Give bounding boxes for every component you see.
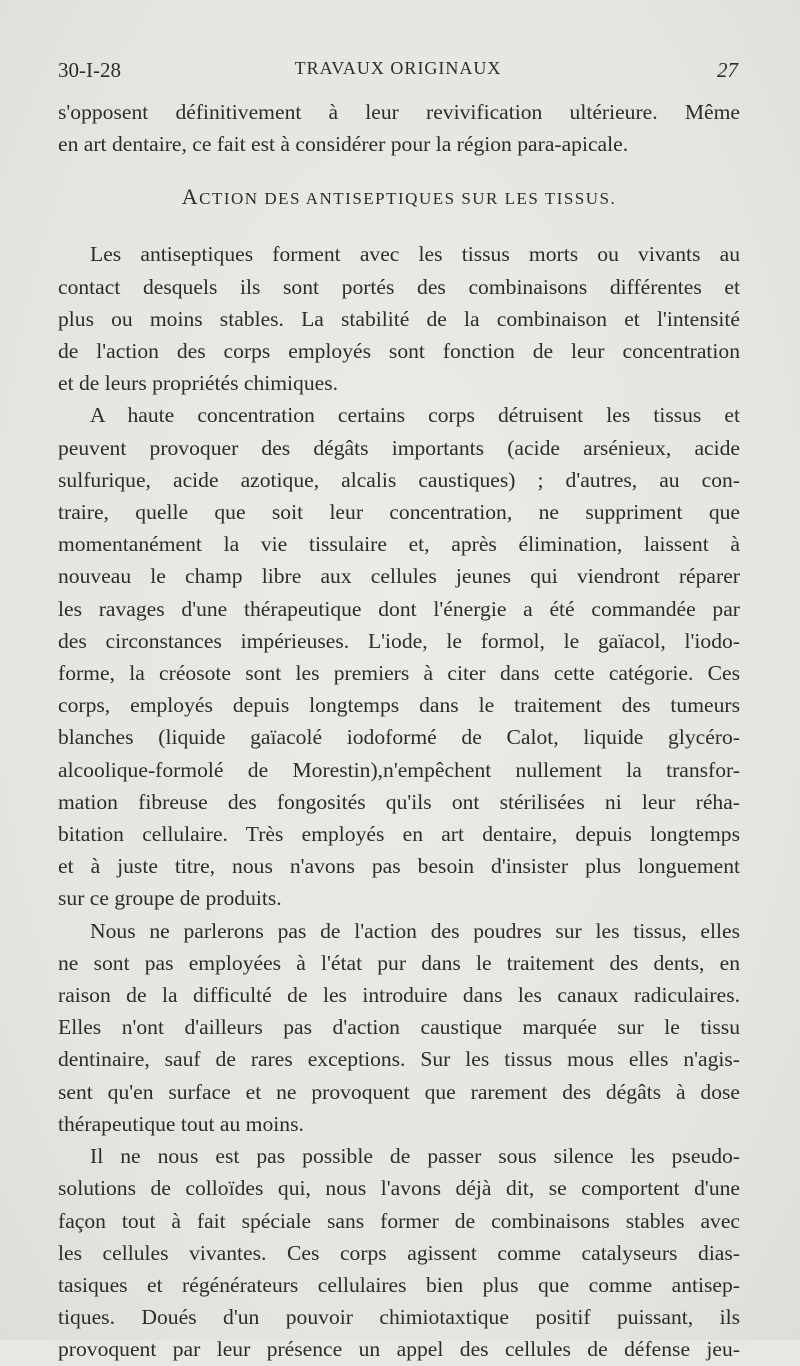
text-line: tiques. Doués d'un pouvoir chimiotaxtique positif puissant, ils bbox=[58, 1305, 740, 1330]
paragraph-haute-concentration bbox=[58, 399, 740, 914]
text-line: bitation cellulaire. Très employés en art dentaire, depuis longtemps bbox=[58, 822, 740, 847]
text-line: dentinaire, sauf de rares exceptions. Sur les tissus mous elles n'agis- bbox=[58, 1047, 740, 1072]
text-line: et de leurs propriétés chimiques. bbox=[58, 371, 339, 396]
text-line: corps, employés depuis longtemps dans le traitement des tumeurs bbox=[58, 693, 740, 718]
text-line: raison de la difficulté de les introduire dans les canaux radiculaires. bbox=[58, 983, 740, 1008]
page-number: 27 bbox=[717, 58, 738, 82]
paragraph-antiseptiques bbox=[58, 238, 740, 399]
text-line: provoquent par leur présence un appel des cellules de défense jeu- bbox=[58, 1337, 740, 1362]
text-line: tasiques et régénérateurs cellulaires bien plus que comme antisep- bbox=[58, 1272, 740, 1297]
text-line: solutions de colloïdes qui, nous l'avons déjà dit, se comportent d'une bbox=[58, 1176, 740, 1201]
paragraph-continuation bbox=[58, 96, 740, 160]
text-line: les cellules vivantes. Ces corps agissent comme catalyseurs dias- bbox=[58, 1240, 740, 1265]
text-line: de l'action des corps employés sont fonction de leur concentration bbox=[58, 339, 740, 364]
text-line: plus ou moins stables. La stabilité de la combinaison et l'intensité bbox=[58, 306, 740, 331]
paragraph-poudres bbox=[58, 915, 740, 1140]
text-line: Les antiseptiques forment avec les tissus morts ou vivants au bbox=[90, 242, 740, 267]
text-line: nouveau le champ libre aux cellules jeunes qui viendront réparer bbox=[58, 564, 740, 589]
article-body bbox=[58, 96, 740, 1366]
text-line: ne sont pas employées à l'état pur dans le traitement des dents, en bbox=[58, 950, 740, 975]
text-line: contact desquels ils sont portés des combinaisons différentes et bbox=[58, 274, 740, 299]
header-title: TRAVAUX ORIGINAUX bbox=[294, 58, 502, 78]
text-line: sur ce groupe de produits. bbox=[58, 886, 282, 911]
text-line: s'opposent définitivement à leur revivification ultérieure. Même bbox=[58, 100, 740, 124]
text-line: Elles n'ont d'ailleurs pas d'action caustique marquée sur le tissu bbox=[58, 1015, 740, 1040]
text-line: façon tout à fait spéciale sans former de combinaisons stables avec bbox=[58, 1208, 740, 1233]
text-line: les ravages d'une thérapeutique dont l'énergie a été commandée par bbox=[58, 596, 740, 621]
text-line: blanches (liquide gaïacolé iodoformé de Calot, liquide glycéro- bbox=[58, 725, 740, 750]
text-line: peuvent provoquer des dégâts importants (acide arsénieux, acide bbox=[58, 435, 740, 460]
text-line: des circonstances impérieuses. L'iode, le formol, le gaïacol, l'iodo- bbox=[58, 628, 740, 653]
running-header bbox=[58, 58, 738, 90]
text-line: sulfurique, acide azotique, alcalis caustiques) ; d'autres, au con- bbox=[58, 467, 740, 492]
section-heading bbox=[58, 182, 740, 214]
text-line: A haute concentration certains corps détruisent les tissus et bbox=[90, 403, 740, 428]
section-heading-text: CTION DES ANTISEPTIQUES SUR LES TISSUS. bbox=[199, 189, 617, 209]
text-line: forme, la créosote sont les premiers à citer dans cette catégorie. Ces bbox=[58, 661, 740, 686]
header-date: 30-I-28 bbox=[58, 58, 121, 82]
text-line: Il ne nous est pas possible de passer sous silence les pseudo- bbox=[90, 1144, 740, 1169]
text-line: et à juste titre, nous n'avons pas besoin d'insister plus longuement bbox=[58, 854, 740, 879]
text-line: thérapeutique tout au moins. bbox=[58, 1111, 304, 1136]
text-line: mation fibreuse des fongosités qu'ils ont stérilisées ni leur réha- bbox=[58, 789, 740, 814]
text-line: Nous ne parlerons pas de l'action des poudres sur les tissus, elles bbox=[90, 918, 740, 943]
text-line: en art dentaire, ce fait est à considérer pour la région para-apicale. bbox=[58, 132, 629, 157]
text-line: traire, quelle que soit leur concentration, ne suppriment que bbox=[58, 500, 740, 525]
text-line: momentanément la vie tissulaire et, après élimination, laissent à bbox=[58, 532, 740, 557]
text-line: sent qu'en surface et ne provoquent que rarement des dégâts à dose bbox=[58, 1079, 740, 1104]
text-line: alcoolique-formolé de Morestin),n'empêchent nullement la transfor- bbox=[58, 757, 740, 782]
section-heading-initial: A bbox=[181, 184, 200, 210]
paragraph-colloides bbox=[58, 1140, 740, 1365]
